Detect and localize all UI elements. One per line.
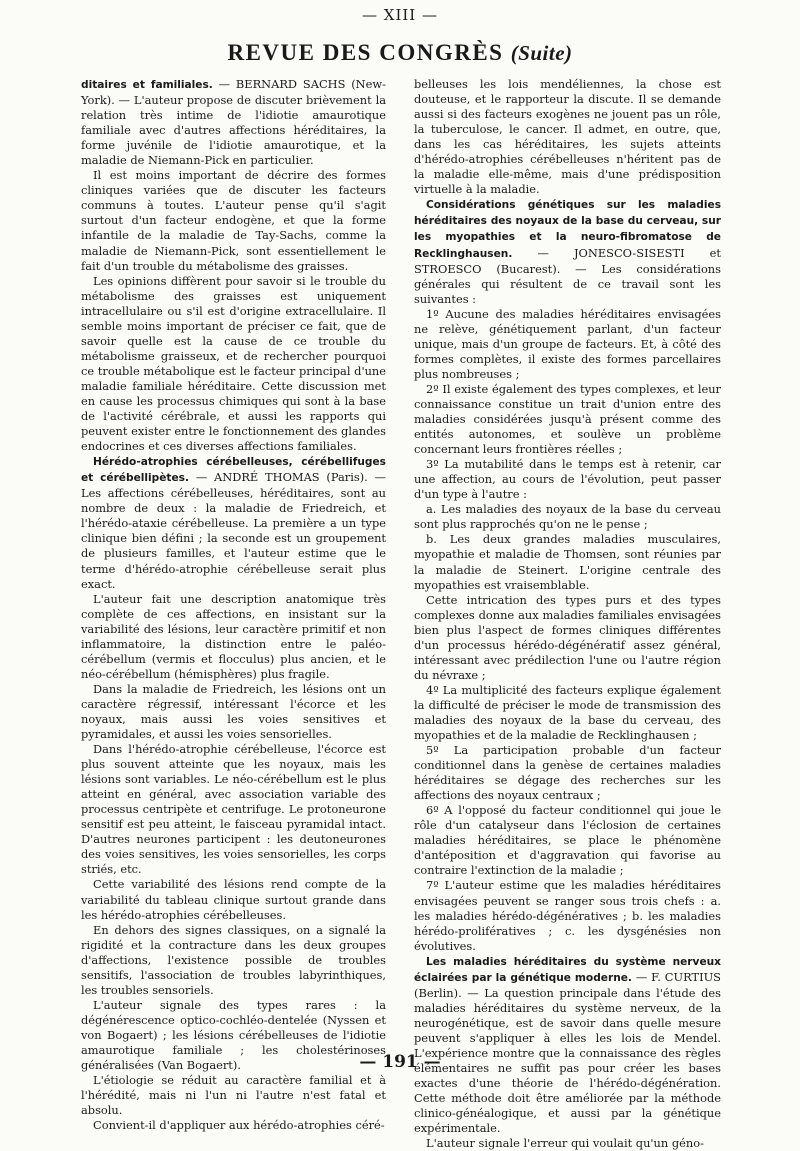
paragraph-text: belleuses les lois mendéliennes, la chose est douteuse, et le rapporteur la discute. Il se demande aussi si des facteurs exogènes ne jouent pas un rôle, la tuberculose, le cancer. Il admet, en outre, que, dans les cas héréditaires, les sujets atteints d'hérédo-atrophies cérébelleuses n'héritent pas de la maladie elle-même, mais d'une prédisposition virtuelle à la maladie. (414, 77, 721, 197)
section-heading: Les maladies héréditaires du système nerveux éclairées par la génétique moderne. (414, 955, 721, 984)
paragraph (81, 454, 386, 591)
paragraph-text: — BERNARD SACHS (New-York). — L'auteur propose de discuter brièvement la relation très intime de l'idiotie amaurotique familiale avec d'autres affections héréditaires, la forme juvénile de l'idiotie amaurotique, et la maladie de Niemann-Pick en particulier. (81, 77, 386, 168)
paragraph (414, 593, 721, 683)
paragraph-text: 7º L'auteur estime que les maladies héréditaires envisagées peuvent se ranger sous trois chefs : a. les maladies hérédo-dégénératives ; b. les maladies hérédo-prolifératives ; c. les dysgénésies non évolutives. (414, 878, 721, 953)
paragraph-text: — JONESCO-SISESTI et STROESCO (Bucarest). — Les considérations générales qui résultent de ce travail sont les suivantes : (414, 245, 721, 306)
paragraph (81, 168, 386, 273)
paragraph-text: Cette intrication des types purs et des types complexes donne aux maladies familiales envisagées bien plus l'aspect de formes cliniques différentes d'un processus hérédo-dégénératif assez général, intéressant avec prédilection l'une ou l'autre région du névraxe ; (414, 592, 721, 682)
section-heading: Considérations génétiques sur les maladies héréditaires des noyaux de la base du cerveau, sur les myopathies et la neuro-fibromatose de Recklinghausen. (414, 199, 721, 260)
paragraph (81, 1073, 386, 1118)
paragraph (414, 197, 721, 306)
paragraph (414, 878, 721, 953)
paragraph-text: L'auteur signale l'erreur qui voulait qu'un géno- (426, 1136, 704, 1151)
title-suite: (Suite) (510, 41, 573, 65)
page-number: — 191 — (359, 1052, 441, 1072)
paragraph-text: Les opinions diffèrent pour savoir si le trouble du métabolisme des graisses est uniquement intracellulaire ou s'il est d'origine extracellulaire. Il semble moins important de préciser ce fait, que de savoir quelle est la cause de ce trouble du métabolisme graisseux, et de rechercher pourquoi ce trouble métabolique est le facteur principal d'une maladie familiale héréditaire. Cette discussion met en cause les processus chimiques qui sont à la base de l'activité cérébrale, et aussi les rapports qui peuvent exister entre le fonctionnement des glandes endocrines et ces diverses affections familiales. (81, 273, 386, 454)
paragraph-text: L'auteur signale des types rares : la dégénérescence optico-cochléo-dentelée (Nyssen et von Bogaert) ; les lésions cérébelleuses de l'idiotie amaurotique familiale ; les cholestérinoses généralisées (Van Bogaert). (81, 997, 386, 1073)
right-column (414, 77, 721, 1151)
paragraph-text: a. Les maladies des noyaux de la base du cerveau sont plus rapprochés qu'on ne le pense ; (414, 502, 721, 532)
paragraph-text: Dans l'hérédo-atrophie cérébelleuse, l'écorce est plus souvent atteinte que les noyaux, mais les lésions sont variables. Le néo-cérébellum est le plus atteint en général, avec association variable des processus centripète et centrifuge. Le protoneurone sensitif est peu atteint, le faisceau pyramidal intact. D'autres neurones participent : les deutoneurones des voies sensitives, les voies sensorielles, les corps striés, etc. (81, 742, 386, 877)
paragraph-text: 2º Il existe également des types complexes, et leur connaissance constitue un trait d'union entre des maladies considérées jusqu'à présent comme des entités autonomes, et soulève un problème concernant leurs frontières réelles ; (414, 381, 721, 457)
paragraph-text: Il est moins important de décrire des formes cliniques variées que de discuter les facteurs communs à toutes. L'auteur pense qu'il s'agit surtout d'un facteur endogène, et que la forme infantile de la maladie de Tay-Sachs, comme la maladie de Niemann-Pick, sont essentiellement le fait d'un trouble du métabolisme des graisses. (81, 168, 386, 273)
paragraph (81, 923, 386, 998)
paragraph-text: Cette variabilité des lésions rend compte de la variabilité du tableau clinique surtout grande dans les hérédo-atrophies cérébelleuses. (81, 877, 386, 922)
paragraph-text: Dans la maladie de Friedreich, les lésions ont un caractère régressif, intéressant l'écorce et les noyaux, mais aussi les voies sensitives et pyramidales, et aussi les voies sensorielles. (81, 681, 386, 742)
paragraph (414, 1136, 721, 1151)
paragraph (81, 742, 386, 877)
paragraph-text: L'auteur fait une description anatomique très complète de ces affections, en insistant sur la variabilité des lésions, leur caractère primitif et non inflammatoire, la distinction entre le paléo-cérébellum (vermis et flocculus) plus ancien, et le néo-cérébellum (hémisphères) plus fragile. (81, 591, 386, 681)
paragraph (414, 532, 721, 592)
title-main: REVUE DES CONGRÈS (227, 40, 504, 65)
page-roman-numeral: — XIII — (362, 6, 438, 24)
paragraph-text: L'étiologie se réduit au caractère familial et à l'hérédité, mais ni l'un ni l'autre n'est fatal et absolu. (81, 1073, 386, 1118)
paragraph-text: 3º La mutabilité dans le temps est à retenir, car une affection, au cours de l'évolution, peut passer d'un type à l'autre : (414, 457, 721, 502)
paragraph (414, 457, 721, 502)
paragraph-text: En dehors des signes classiques, on a signalé la rigidité et la contracture dans les deux groupes d'affections, l'existence possible de troubles sensitifs, l'association de troubles labyrinthiques, les troubles sensoriels. (81, 922, 386, 997)
paragraph-text: — F. CURTIUS (Berlin). — La question principale dans l'étude des maladies héréditaires du système nerveux, de la neurogénétique, est de savoir dans quelle mesure peuvent s'appliquer à elles les lois de Mendel. L'expérience montre que la connaissance des règles élémentaires ne suffit pas pour créer les bases exactes d'une théorie de l'hérédo-dégénération. Cette méthode doit être améliorée par la méthode clinico-généalogique, et aussi par la génétique expérimentale. (414, 969, 721, 1136)
paragraph (81, 877, 386, 922)
paragraph-text: 1º Aucune des maladies héréditaires envisagées ne relève, génétiquement parlant, d'un facteur unique, mais d'un groupe de facteurs. Et, à côté des formes complètes, il existe des formes parcellaires plus nombreuses ; (414, 306, 721, 381)
section-heading: ditaires et familiales. (81, 79, 213, 91)
paragraph (414, 803, 721, 878)
paragraph (81, 274, 386, 455)
paragraph (81, 682, 386, 742)
paragraph-text: 5º La participation probable d'un facteur conditionnel dans la genèse de certaines maladies héréditaires se dégage des recherches sur les affections des noyaux centraux ; (414, 743, 721, 803)
paragraph (81, 592, 386, 682)
paragraph (414, 743, 721, 803)
section-heading: Hérédo-atrophies cérébelleuses, cérébellifuges et cérébellipètes. (81, 456, 386, 485)
paragraph-text: 4º La multiplicité des facteurs explique également la difficulté de préciser le mode de transmission des maladies des noyaux de la base du cerveau, des myopathies et de la maladie de Recklinghausen ; (414, 682, 721, 743)
paragraph (414, 502, 721, 532)
left-column (81, 77, 386, 1133)
paragraph (81, 77, 386, 168)
paragraph (81, 1118, 386, 1133)
paragraph (414, 77, 721, 197)
paragraph-text: b. Les deux grandes maladies musculaires, myopathie et maladie de Thomsen, sont réunies par la maladie de Steinert. L'origine centrale des myopathies est vraisemblable. (414, 532, 721, 592)
paragraph (414, 307, 721, 382)
paragraph-text: — ANDRÉ THOMAS (Paris). — Les affections cérébelleuses, héréditaires, sont au nombre de deux : la maladie de Friedreich, et l'hérédo-ataxie cérébelleuse. La première a un type clinique bien défini ; la seconde est un groupement de plusieurs familles, et l'auteur estime que le terme d'hérédo-atrophie cérébelleuse serait plus exact. (81, 470, 386, 591)
paragraph-text: Convient-il d'appliquer aux hérédo-atrophies céré- (93, 1118, 385, 1133)
paragraph (414, 954, 721, 1137)
paragraph (414, 382, 721, 457)
paragraph (414, 683, 721, 743)
paragraph-text: 6º A l'opposé du facteur conditionnel qui joue le rôle d'un catalyseur dans l'éclosion de certaines maladies héréditaires, se place le phénomène d'antéposition et d'aggravation qui favorise au contraire l'extinction de la maladie ; (414, 803, 721, 878)
page-title (0, 40, 800, 66)
